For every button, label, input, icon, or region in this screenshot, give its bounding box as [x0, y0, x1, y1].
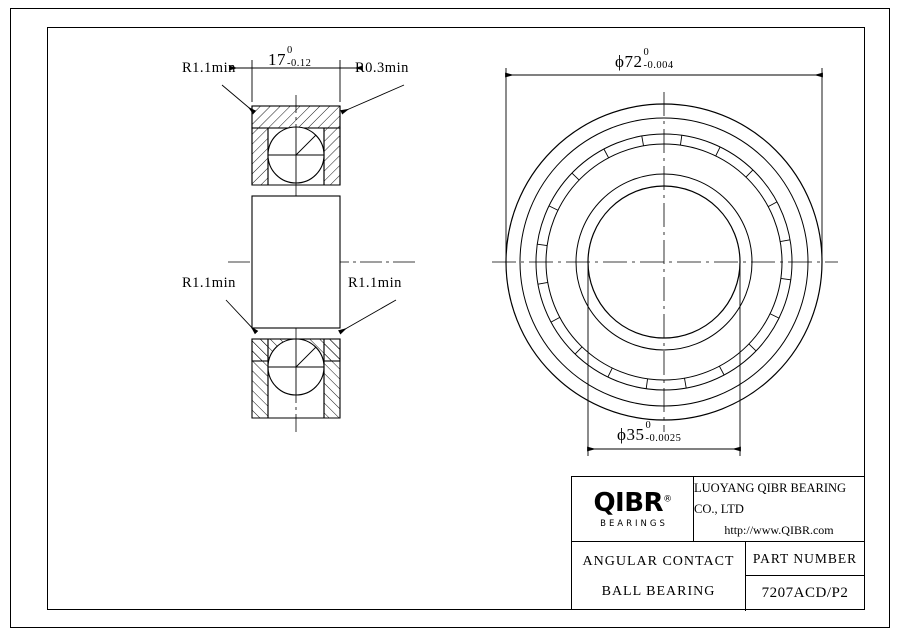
section-lower-ball — [268, 339, 324, 395]
section-upper-ball — [268, 127, 324, 183]
logo-subtitle: BEARINGS — [600, 518, 668, 529]
outer-diameter-label: ϕ72 0 -0.004 — [615, 47, 674, 72]
product-line-1: ANGULAR CONTACT — [582, 554, 735, 570]
product-description — [572, 542, 746, 611]
title-block-row-company — [572, 477, 864, 542]
logo-text: QIBR® — [593, 487, 672, 518]
part-number-value: 7207ACD/P2 — [761, 585, 849, 601]
company-name: LUOYANG QIBR BEARING CO., LTD — [694, 480, 847, 516]
section-bore-body — [252, 196, 340, 328]
company-logo — [572, 477, 694, 541]
title-block — [571, 476, 865, 610]
chamfer-note-bottom-right: R1.1min — [348, 275, 402, 291]
bore-diameter-label: ϕ35 0 -0.0025 — [617, 420, 682, 445]
chamfer-note-top-left: R1.1min — [182, 60, 236, 76]
company-website[interactable]: http://www.QIBR.com — [724, 523, 834, 538]
product-line-2: BALL BEARING — [601, 583, 716, 599]
width-dimension-label: 17 0 -0.12 — [268, 45, 312, 70]
chamfer-note-bottom-left: R1.1min — [182, 275, 236, 291]
registered-trademark-icon: ® — [663, 493, 672, 504]
title-block-row-part — [572, 542, 864, 611]
part-number-cell — [746, 542, 864, 611]
part-number-label: PART NUMBER — [746, 542, 864, 576]
chamfer-note-top-right: R0.3min — [355, 60, 409, 76]
company-info — [694, 477, 864, 541]
